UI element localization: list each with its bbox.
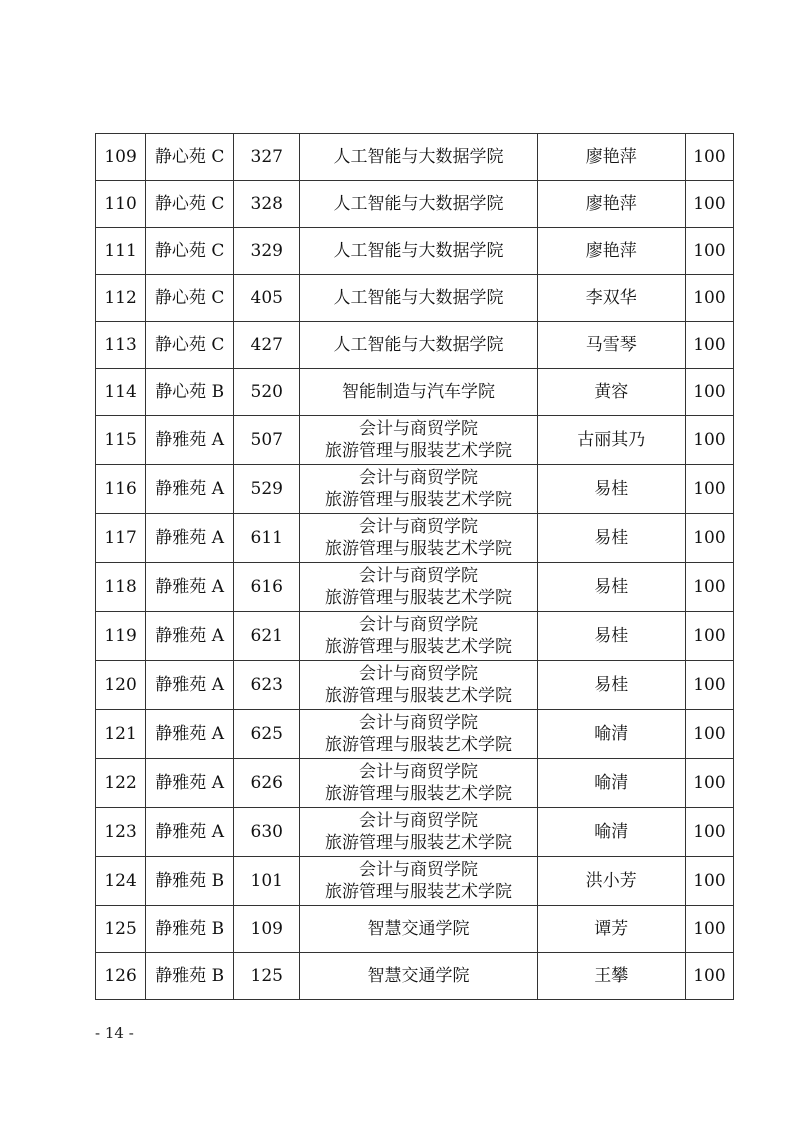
room-number-cell: 328 [234,181,300,228]
college-name: 会计与商贸学院 [358,860,478,880]
score-cell: 100 [685,857,733,906]
college-cell [300,906,537,953]
college-name: 会计与商贸学院 [358,615,478,635]
table-row [96,369,734,416]
table-row [96,181,734,228]
row-number-cell: 113 [96,322,146,369]
building-cell: 静雅苑 B [146,953,234,1000]
table-row [96,953,734,1000]
table-row [96,612,734,661]
building-cell: 静雅苑 A [146,465,234,514]
college-name: 人工智能与大数据学院 [333,194,504,214]
score-cell: 100 [685,181,733,228]
room-number-cell: 507 [234,416,300,465]
row-number-cell: 117 [96,514,146,563]
score-cell: 100 [685,563,733,612]
table-row [96,134,734,181]
college-cell [300,322,537,369]
score-cell: 100 [685,228,733,275]
score-cell: 100 [685,275,733,322]
manager-cell: 王攀 [537,953,685,1000]
college-name: 会计与商贸学院 [358,517,478,537]
row-number-cell: 109 [96,134,146,181]
building-cell: 静心苑 C [146,322,234,369]
college-name: 会计与商贸学院 [358,762,478,782]
table-row [96,563,734,612]
building-cell: 静心苑 C [146,275,234,322]
building-cell: 静心苑 C [146,228,234,275]
college-name: 智慧交通学院 [367,919,470,939]
college-cell [300,808,537,857]
college-cell [300,612,537,661]
building-cell: 静雅苑 A [146,710,234,759]
manager-cell: 谭芳 [537,906,685,953]
building-cell: 静雅苑 A [146,416,234,465]
score-cell: 100 [685,612,733,661]
table-row [96,228,734,275]
manager-cell: 喻清 [537,710,685,759]
college-name: 旅游管理与服装艺术学院 [324,588,512,608]
page-number: - 14 - [95,1024,134,1042]
row-number-cell: 120 [96,661,146,710]
college-cell [300,514,537,563]
manager-cell: 廖艳萍 [537,181,685,228]
manager-cell: 洪小芳 [537,857,685,906]
row-number-cell: 126 [96,953,146,1000]
college-cell [300,465,537,514]
row-number-cell: 123 [96,808,146,857]
row-number-cell: 119 [96,612,146,661]
college-cell [300,710,537,759]
room-number-cell: 623 [234,661,300,710]
table-row [96,808,734,857]
room-number-cell: 626 [234,759,300,808]
dormitory-score-table [95,133,734,1000]
college-name: 旅游管理与服装艺术学院 [324,490,512,510]
manager-cell: 易桂 [537,514,685,563]
row-number-cell: 124 [96,857,146,906]
college-name: 旅游管理与服装艺术学院 [324,686,512,706]
building-cell: 静雅苑 A [146,759,234,808]
college-name: 人工智能与大数据学院 [333,335,504,355]
score-cell: 100 [685,953,733,1000]
building-cell: 静雅苑 A [146,514,234,563]
row-number-cell: 122 [96,759,146,808]
manager-cell: 易桂 [537,661,685,710]
building-cell: 静心苑 C [146,181,234,228]
row-number-cell: 110 [96,181,146,228]
manager-cell: 易桂 [537,563,685,612]
manager-cell: 喻清 [537,759,685,808]
score-cell: 100 [685,416,733,465]
building-cell: 静雅苑 B [146,906,234,953]
row-number-cell: 116 [96,465,146,514]
manager-cell: 易桂 [537,465,685,514]
college-name: 会计与商贸学院 [358,713,478,733]
room-number-cell: 329 [234,228,300,275]
college-name: 旅游管理与服装艺术学院 [324,784,512,804]
college-name: 旅游管理与服装艺术学院 [324,539,512,559]
room-number-cell: 109 [234,906,300,953]
room-number-cell: 630 [234,808,300,857]
score-cell: 100 [685,906,733,953]
room-number-cell: 529 [234,465,300,514]
row-number-cell: 118 [96,563,146,612]
college-cell [300,228,537,275]
room-number-cell: 611 [234,514,300,563]
college-name: 会计与商贸学院 [358,566,478,586]
manager-cell: 喻清 [537,808,685,857]
table-row [96,661,734,710]
manager-cell: 古丽其乃 [537,416,685,465]
college-name: 旅游管理与服装艺术学院 [324,882,512,902]
college-cell [300,953,537,1000]
row-number-cell: 111 [96,228,146,275]
score-cell: 100 [685,759,733,808]
college-name: 旅游管理与服装艺术学院 [324,441,512,461]
college-name: 人工智能与大数据学院 [333,241,504,261]
table-row [96,710,734,759]
row-number-cell: 115 [96,416,146,465]
college-cell [300,369,537,416]
room-number-cell: 621 [234,612,300,661]
room-number-cell: 405 [234,275,300,322]
college-cell [300,661,537,710]
table-row [96,906,734,953]
building-cell: 静雅苑 B [146,857,234,906]
room-number-cell: 520 [234,369,300,416]
college-name: 人工智能与大数据学院 [333,147,504,167]
table-row [96,416,734,465]
college-name: 人工智能与大数据学院 [333,288,504,308]
college-name: 会计与商贸学院 [358,468,478,488]
table-row [96,857,734,906]
manager-cell: 易桂 [537,612,685,661]
college-name: 旅游管理与服装艺术学院 [324,735,512,755]
college-name: 会计与商贸学院 [358,664,478,684]
manager-cell: 李双华 [537,275,685,322]
table-row [96,759,734,808]
manager-cell: 马雪琴 [537,322,685,369]
manager-cell: 黄容 [537,369,685,416]
manager-cell: 廖艳萍 [537,228,685,275]
table-row [96,275,734,322]
building-cell: 静雅苑 A [146,612,234,661]
college-name: 会计与商贸学院 [358,811,478,831]
college-name: 旅游管理与服装艺术学院 [324,833,512,853]
college-name: 智慧交通学院 [367,966,470,986]
college-cell [300,759,537,808]
table-body [96,134,734,1000]
score-cell: 100 [685,322,733,369]
score-cell: 100 [685,710,733,759]
room-number-cell: 125 [234,953,300,1000]
score-cell: 100 [685,369,733,416]
college-name: 智能制造与汽车学院 [341,382,495,402]
college-cell [300,134,537,181]
row-number-cell: 114 [96,369,146,416]
building-cell: 静心苑 C [146,134,234,181]
room-number-cell: 327 [234,134,300,181]
building-cell: 静心苑 B [146,369,234,416]
score-cell: 100 [685,661,733,710]
building-cell: 静雅苑 A [146,661,234,710]
college-name: 旅游管理与服装艺术学院 [324,637,512,657]
score-cell: 100 [685,514,733,563]
table-row [96,514,734,563]
college-cell [300,563,537,612]
building-cell: 静雅苑 A [146,563,234,612]
table-row [96,465,734,514]
room-number-cell: 616 [234,563,300,612]
room-number-cell: 427 [234,322,300,369]
building-cell: 静雅苑 A [146,808,234,857]
room-number-cell: 101 [234,857,300,906]
score-cell: 100 [685,134,733,181]
college-cell [300,416,537,465]
score-cell: 100 [685,808,733,857]
college-cell [300,857,537,906]
college-cell [300,181,537,228]
row-number-cell: 125 [96,906,146,953]
row-number-cell: 112 [96,275,146,322]
college-name: 会计与商贸学院 [358,419,478,439]
score-cell: 100 [685,465,733,514]
row-number-cell: 121 [96,710,146,759]
college-cell [300,275,537,322]
room-number-cell: 625 [234,710,300,759]
table-row [96,322,734,369]
manager-cell: 廖艳萍 [537,134,685,181]
